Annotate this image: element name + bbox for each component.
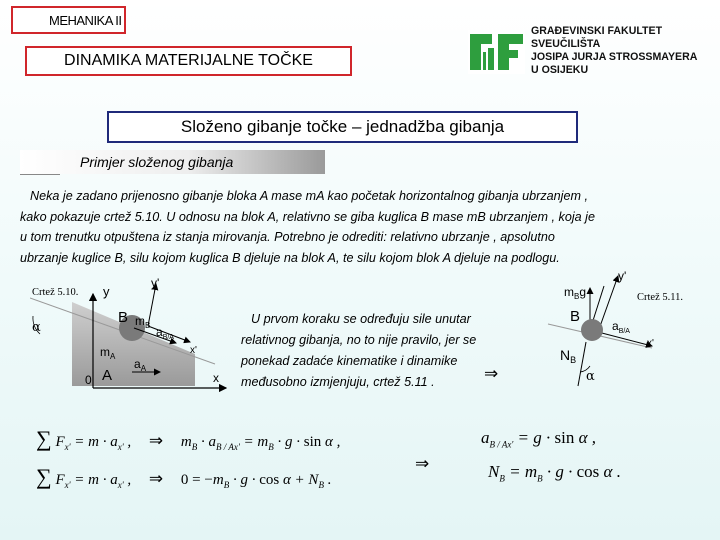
- fig2-alpha: α: [586, 369, 595, 384]
- course-label: MEHANIKA II: [49, 12, 122, 28]
- result-row-2: $N_B = m_B \cdot g \cdot \cos \alpha$ .: [488, 462, 621, 484]
- fig1-aba-label: a: [156, 325, 163, 339]
- topic-label-box: [25, 46, 352, 76]
- implies-arrow-mid: ⇒: [484, 364, 499, 384]
- fig1-y-label: y: [103, 284, 110, 299]
- fig1-aa-label: a: [134, 357, 141, 371]
- fig1-ma-label: m: [100, 345, 110, 359]
- fig1-mb-label: m: [135, 314, 145, 328]
- fig1-aba-sub: B/A: [162, 334, 174, 341]
- topic-label: DINAMIKA MATERIJALNE TOČKE: [64, 52, 313, 69]
- explanation-line: relativnog gibanja, no to nije pravilo, jer se: [241, 333, 477, 347]
- fig2-nb-sub: B: [570, 355, 577, 365]
- slide-title-box: [107, 111, 578, 143]
- svg-text:NB: [560, 347, 576, 365]
- fig2-yp-label: y': [618, 269, 627, 283]
- fig1-mb-sub: B: [145, 321, 151, 330]
- fig2-g-label: g: [579, 285, 587, 299]
- fig2-mb-label: m: [564, 285, 574, 299]
- svg-text:aB/A: [612, 319, 630, 335]
- problem-line: kako pokazuje crtež 5.10. U odnosu na blok A, relativno se giba kuglica B mase mB ubrzanjem , koja je: [20, 209, 595, 224]
- problem-line: ubrzanje kuglice B, silu kojom kuglica B djeluje na blok A, te silu kojom blok A djeluje na podlogu.: [20, 250, 560, 265]
- problem-line: u tom trenutku otpuštena iz stanja mirovanja. Potrebno je odrediti: relativno ubrzanje , apsolutno: [20, 230, 555, 244]
- fig1-yp-label: y': [151, 276, 160, 290]
- fig1-xp-label: x': [190, 345, 197, 356]
- slide-title: Složeno gibanje točke – jednadžba gibanja: [180, 117, 505, 136]
- equation-row-1: ∑ $F_{x'} = m \cdot a_{x'}$ , ⇒ $m_B \cdot a_{B / Ax'} = m_B \cdot g \cdot \sin \alpha$ ,: [36, 426, 341, 452]
- figure-5-11: [540, 268, 660, 388]
- fig2-aba-sub: B/A: [618, 328, 630, 335]
- fig1-ma-sub: A: [110, 352, 116, 361]
- fig2-nb-label: N: [560, 347, 571, 363]
- fig2-b-label: B: [570, 308, 581, 325]
- explanation-text: [241, 309, 509, 393]
- subtitle-bar: [20, 150, 325, 174]
- equation-row-2: ∑ $F_{x'} = m \cdot a_{x'}$ , ⇒ $0 = -m_B \cdot g \cdot \cos \alpha + N_B$ .: [36, 464, 332, 490]
- implies-arrow-result: ⇒: [415, 454, 430, 474]
- problem-line: Neka je zadano prijenosno gibanje bloka A mase mA kao početak horizontalnog gibanja ubrzanjem ,: [30, 189, 588, 203]
- fig1-a-label: A: [102, 367, 113, 384]
- fig1-b-label: B: [118, 309, 129, 326]
- explanation-line: ponekad zadaće kinematike i dinamike: [241, 354, 458, 368]
- fig1-x-label: x: [213, 371, 219, 385]
- fig2-xp-label: x': [647, 338, 654, 349]
- figure-caption-5-11: Crtež 5.11.: [637, 292, 683, 303]
- figure-caption-5-10: Crtež 5.10.: [32, 287, 79, 298]
- explanation-line: U prvom koraku se određuju sile unutar: [251, 312, 471, 326]
- figure-5-10: [30, 276, 245, 394]
- svg-text:mB: [135, 314, 150, 330]
- y-prime-axis: [148, 284, 156, 326]
- fig1-origin-label: 0: [85, 373, 92, 387]
- subtitle: Primjer složenog gibanja: [80, 154, 234, 170]
- course-label-box: [11, 6, 126, 34]
- fig2-vertical-line: [578, 342, 586, 386]
- faculty-logo: [468, 30, 525, 74]
- fig2-ball-b: [581, 319, 603, 341]
- faculty-name: [531, 25, 697, 77]
- faculty-line: JOSIPA JURJA STROSSMAYERA: [531, 51, 698, 63]
- explanation-line: međusobno izmjenjuju, crtež 5.11 .: [241, 375, 435, 389]
- svg-text:mBg: [564, 285, 586, 301]
- subtitle-underline: [20, 174, 60, 175]
- problem-text: [20, 186, 670, 268]
- faculty-line: GRAĐEVINSKI FAKULTET: [531, 25, 663, 37]
- fig2-aba-label: a: [612, 319, 619, 333]
- faculty-line: SVEUČILIŠTA: [531, 38, 601, 50]
- fig1-alpha: α: [32, 320, 41, 335]
- faculty-line: U OSIJEKU: [531, 64, 589, 76]
- fig2-mb-sub: B: [574, 292, 580, 301]
- fig1-aa-sub: A: [140, 364, 147, 373]
- result-row-1: $a_{B / Ax'} = g \cdot \sin \alpha$ ,: [481, 428, 597, 450]
